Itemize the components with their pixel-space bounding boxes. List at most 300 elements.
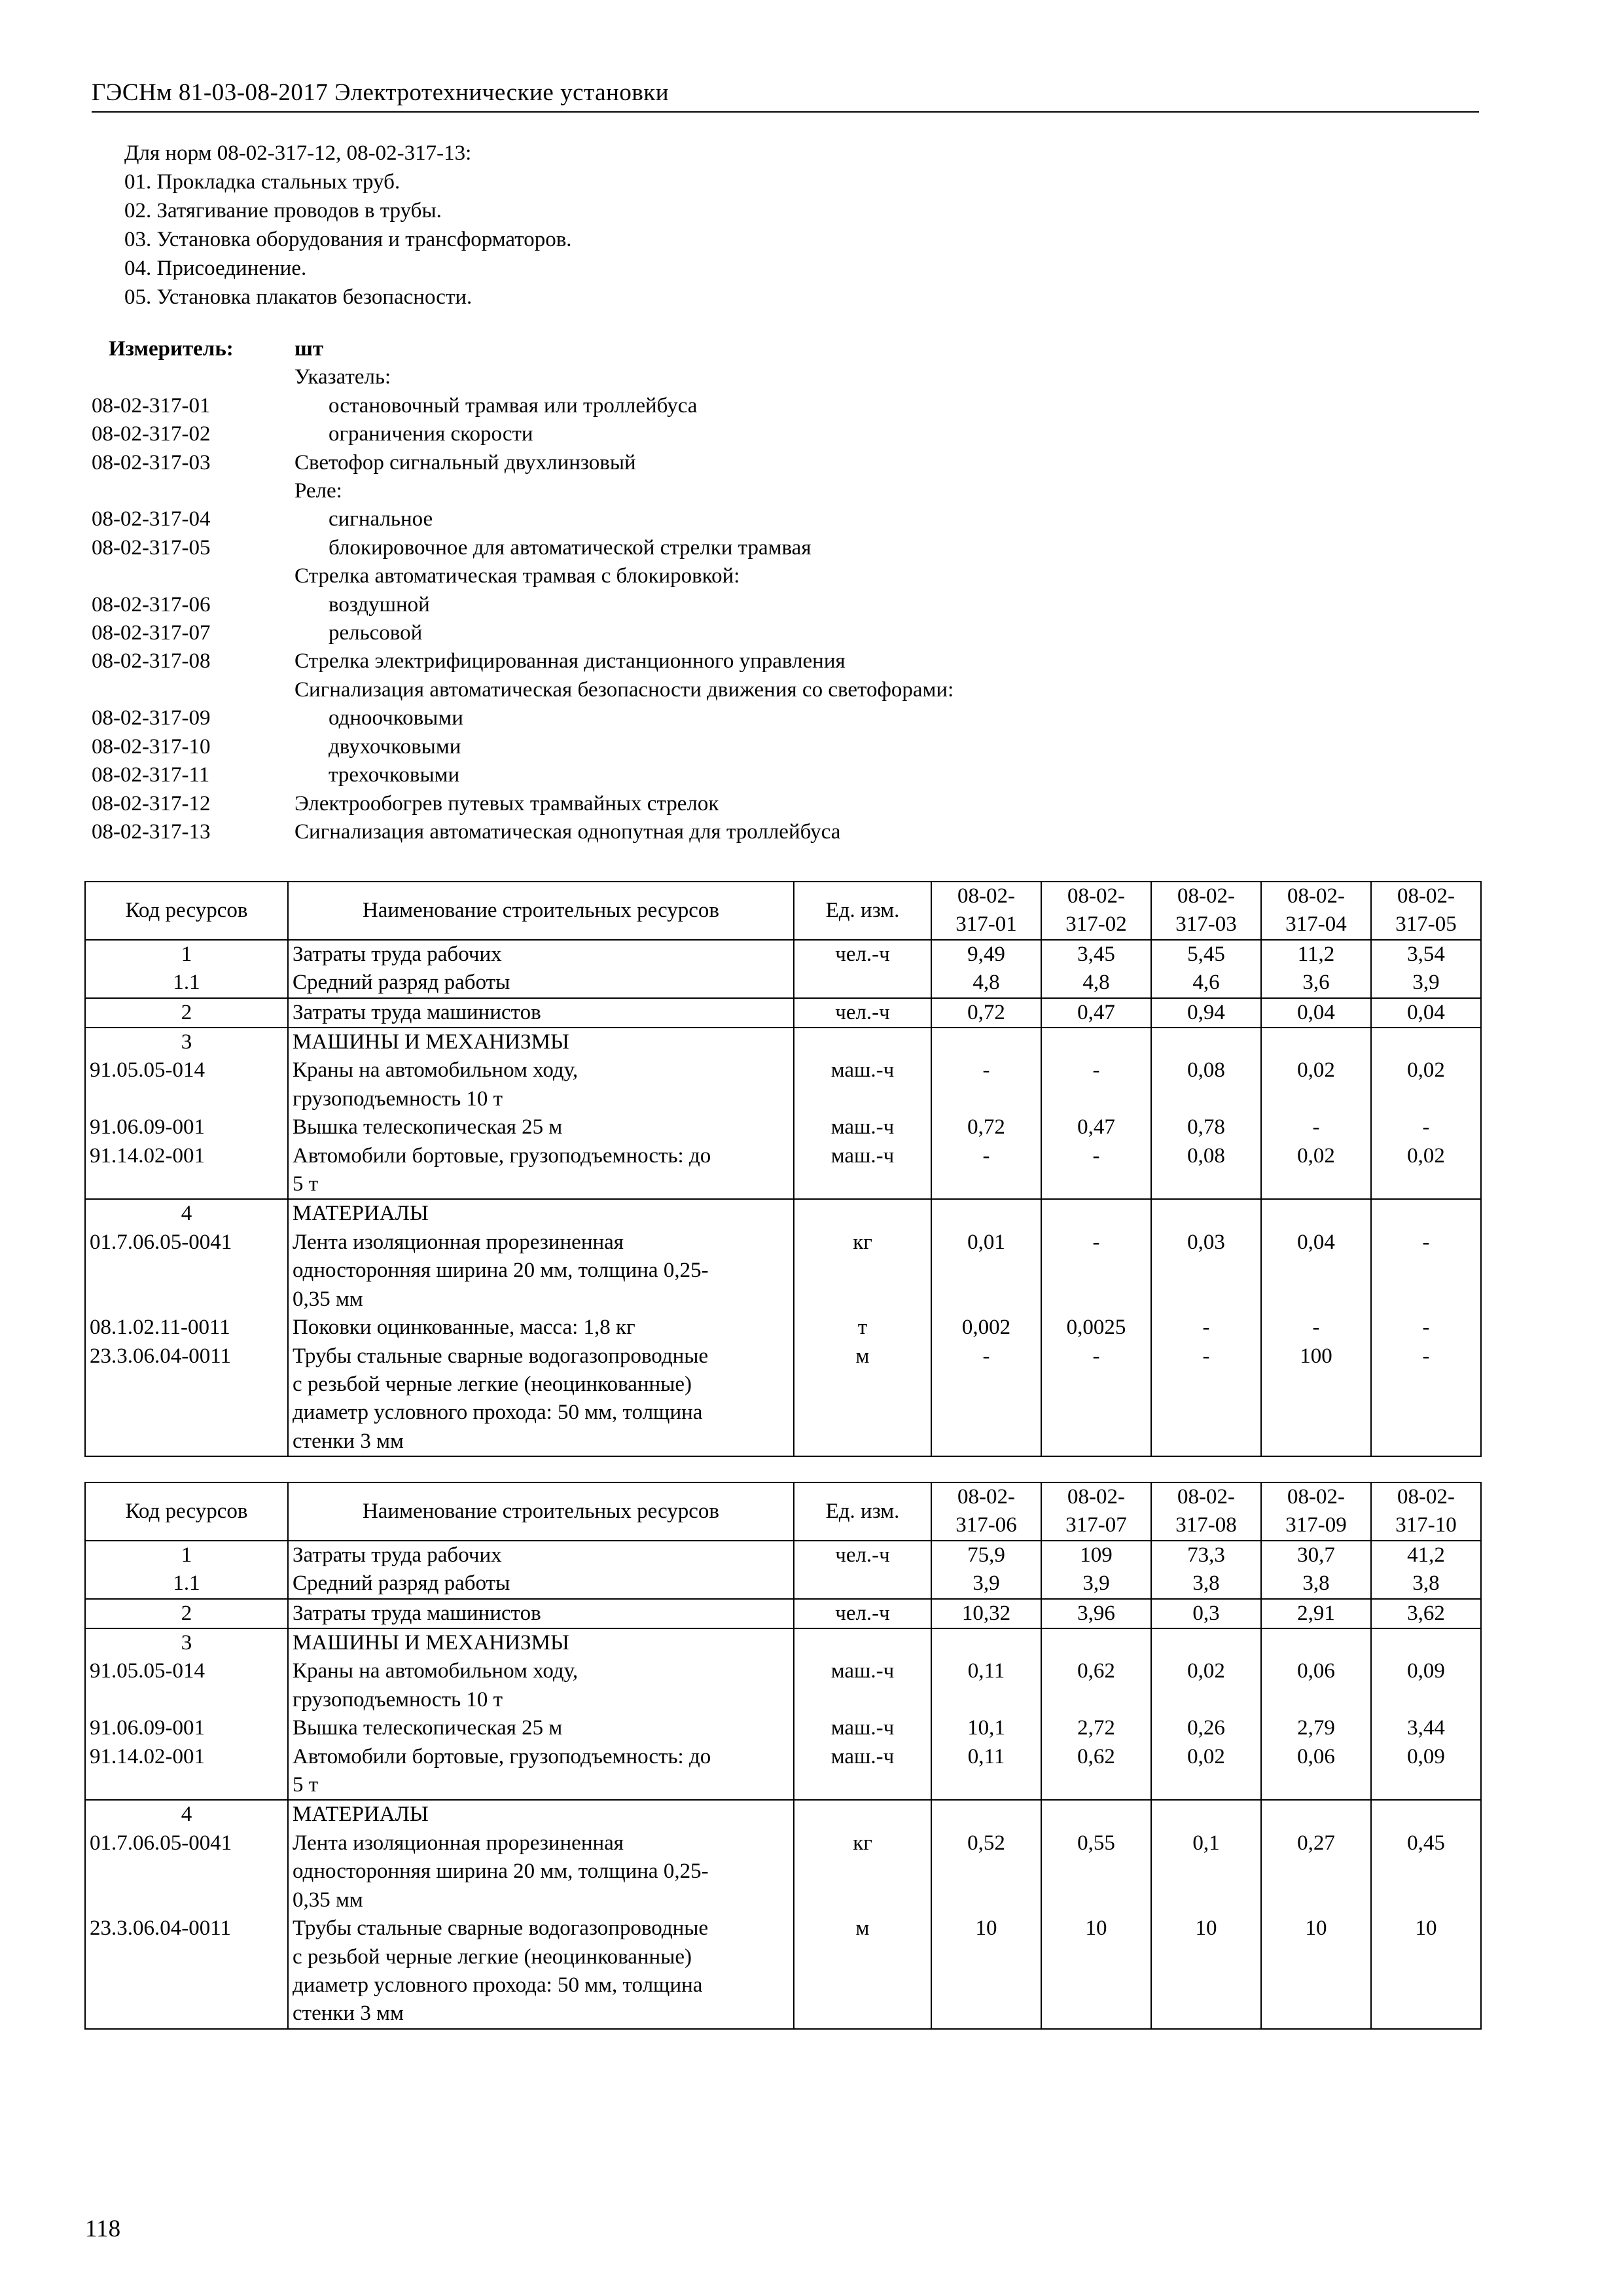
resource-code: 91.06.09-001 xyxy=(85,1714,288,1742)
resource-value: - xyxy=(931,1142,1041,1200)
resource-value xyxy=(1261,1628,1371,1657)
resource-unit: маш.-ч xyxy=(794,1657,931,1714)
resource-value: 0,3 xyxy=(1151,1599,1261,1628)
norm-code: 08-02-317-10 xyxy=(92,734,211,759)
resource-code: 1.1 xyxy=(85,969,288,997)
norm-item xyxy=(92,790,1479,818)
resource-unit: м xyxy=(794,1342,931,1457)
resource-name-line: Краны на автомобильном ходу, xyxy=(293,1659,579,1683)
header-norm-column xyxy=(1041,1482,1151,1541)
table-header xyxy=(85,882,1481,940)
resource-name-line: МАШИНЫ И МЕХАНИЗМЫ xyxy=(293,1631,569,1655)
resource-value: 0,52 xyxy=(931,1829,1041,1914)
resource-value: 10 xyxy=(1041,1914,1151,2029)
resource-value: 0,04 xyxy=(1371,998,1481,1028)
norm-description: трехочковыми xyxy=(329,763,460,787)
norm-code: 08-02-317-01 xyxy=(92,393,211,418)
resource-value xyxy=(931,1628,1041,1657)
resource-row xyxy=(85,1142,1481,1200)
resource-value: 0,55 xyxy=(1041,1829,1151,1914)
resource-row xyxy=(85,1229,1481,1314)
resource-row xyxy=(85,1314,1481,1342)
resource-name xyxy=(288,969,794,997)
resource-value: 0,02 xyxy=(1151,1743,1261,1801)
resource-row xyxy=(85,940,1481,969)
norm-description: ограничения скорости xyxy=(329,422,533,446)
norm-code xyxy=(92,562,294,590)
norm-item xyxy=(92,562,1479,590)
resource-unit: т xyxy=(794,1314,931,1342)
resource-value: 41,2 xyxy=(1371,1541,1481,1570)
resource-value xyxy=(931,1028,1041,1056)
resource-value: 0,47 xyxy=(1041,998,1151,1028)
resource-value: 10 xyxy=(1151,1914,1261,2029)
header-norm-column xyxy=(1261,1482,1371,1541)
resource-row xyxy=(85,1829,1481,1914)
header-norm-line: 317-08 xyxy=(1175,1513,1237,1537)
resource-name-line: стенки 3 мм xyxy=(293,2001,404,2026)
norm-item xyxy=(92,733,1479,761)
resource-code: 3 xyxy=(85,1028,288,1056)
resource-value: - xyxy=(931,1342,1041,1457)
norm-item xyxy=(92,420,1479,448)
resource-value: 75,9 xyxy=(931,1541,1041,1570)
resource-code: 2 xyxy=(85,998,288,1028)
header-norm-line: 08-02- xyxy=(1177,884,1235,908)
table-header xyxy=(85,1482,1481,1541)
norm-description: Сигнализация автоматическая однопутная для троллейбуса xyxy=(294,819,841,844)
norm-description: воздушной xyxy=(329,592,430,617)
resource-value xyxy=(1261,1800,1371,1829)
resource-unit: маш.-ч xyxy=(794,1142,931,1200)
resource-code: 91.06.09-001 xyxy=(85,1113,288,1141)
resource-value xyxy=(1041,1028,1151,1056)
resource-value xyxy=(1261,1028,1371,1056)
resource-value: 109 xyxy=(1041,1541,1151,1570)
resource-row xyxy=(85,1056,1481,1113)
resource-value: - xyxy=(1371,1229,1481,1314)
resource-row xyxy=(85,1628,1481,1657)
norm-code: 08-02-317-13 xyxy=(92,819,211,844)
resource-code: 91.05.05-014 xyxy=(85,1056,288,1113)
resource-unit: маш.-ч xyxy=(794,1743,931,1801)
resource-row xyxy=(85,1714,1481,1742)
resource-name xyxy=(288,1142,794,1200)
resource-unit: кг xyxy=(794,1229,931,1314)
header-unit: Ед. изм. xyxy=(794,1482,931,1541)
resource-name-line: односторонняя ширина 20 мм, толщина 0,25- xyxy=(293,1259,709,1283)
resource-value: 0,62 xyxy=(1041,1743,1151,1801)
intro-line: Для норм 08-02-317-12, 08-02-317-13: xyxy=(124,141,472,165)
resource-value: 0,03 xyxy=(1151,1229,1261,1314)
norm-item xyxy=(92,534,1479,562)
resource-value: 0,02 xyxy=(1371,1142,1481,1200)
resource-name-line: диаметр условного прохода: 50 мм, толщина xyxy=(293,1973,703,1997)
resource-value: 3,62 xyxy=(1371,1599,1481,1628)
norm-code: 08-02-317-11 xyxy=(92,763,210,787)
norm-list xyxy=(92,335,1479,846)
norm-description: Сигнализация автоматическая безопасности движения со светофорами: xyxy=(294,677,954,702)
resource-value: 0,01 xyxy=(931,1229,1041,1314)
resource-name-line: 5 т xyxy=(293,1773,319,1797)
page-number: 118 xyxy=(85,2215,121,2242)
resource-name xyxy=(288,940,794,969)
resource-row xyxy=(85,1342,1481,1457)
resource-unit: чел.-ч xyxy=(794,998,931,1028)
resource-value: 0,1 xyxy=(1151,1829,1261,1914)
resource-value: 0,78 xyxy=(1151,1113,1261,1141)
resource-name xyxy=(288,1800,794,1829)
resource-value: 0,0025 xyxy=(1041,1314,1151,1342)
header-norm-column xyxy=(1371,1482,1481,1541)
resource-name-line: Краны на автомобильном ходу, xyxy=(293,1058,579,1083)
norm-code: 08-02-317-12 xyxy=(92,791,211,816)
resource-name xyxy=(288,1829,794,1914)
resource-value: 11,2 xyxy=(1261,940,1371,969)
header-norm-line: 317-02 xyxy=(1065,912,1127,937)
resource-row xyxy=(85,1541,1481,1570)
header-norm-line: 317-10 xyxy=(1395,1513,1457,1537)
resource-value: 0,04 xyxy=(1261,1229,1371,1314)
header-norm-line: 317-07 xyxy=(1065,1513,1127,1537)
resource-value: - xyxy=(1041,1142,1151,1200)
resource-value: 3,8 xyxy=(1371,1570,1481,1598)
resource-name xyxy=(288,1570,794,1598)
resource-unit: маш.-ч xyxy=(794,1113,931,1141)
resource-code: 91.05.05-014 xyxy=(85,1657,288,1714)
norm-code: 08-02-317-02 xyxy=(92,422,211,446)
resource-value: 4,6 xyxy=(1151,969,1261,997)
resource-value: 100 xyxy=(1261,1342,1371,1457)
resource-unit: кг xyxy=(794,1829,931,1914)
resource-value: 0,72 xyxy=(931,1113,1041,1141)
resource-value: 9,49 xyxy=(931,940,1041,969)
resource-name-line: Затраты труда машинистов xyxy=(293,1601,541,1625)
resource-value: 3,45 xyxy=(1041,940,1151,969)
header-norm-line: 317-04 xyxy=(1285,912,1347,937)
resource-value: 3,44 xyxy=(1371,1714,1481,1742)
resource-name-line: стенки 3 мм xyxy=(293,1429,404,1453)
resource-value: 3,9 xyxy=(1371,969,1481,997)
resource-value xyxy=(1151,1199,1261,1228)
norm-item xyxy=(92,363,1479,391)
resource-value: - xyxy=(1041,1229,1151,1314)
norm-code: 08-02-317-07 xyxy=(92,621,211,645)
norm-code: 08-02-317-03 xyxy=(92,450,211,475)
resource-value: - xyxy=(1041,1056,1151,1113)
header-row xyxy=(85,1482,1481,1541)
resource-name xyxy=(288,998,794,1028)
resource-name xyxy=(288,1229,794,1314)
resource-row xyxy=(85,1199,1481,1228)
header-norm-line: 08-02- xyxy=(957,1485,1015,1509)
resource-value: 0,11 xyxy=(931,1743,1041,1801)
resource-value: 0,08 xyxy=(1151,1142,1261,1200)
header-name: Наименование строительных ресурсов xyxy=(288,882,794,940)
norm-code: 08-02-317-06 xyxy=(92,592,211,617)
resource-name xyxy=(288,1599,794,1628)
resource-unit: м xyxy=(794,1914,931,2029)
resource-value: - xyxy=(1261,1113,1371,1141)
norm-item xyxy=(92,818,1479,846)
header-norm-column xyxy=(931,1482,1041,1541)
header-norm-column xyxy=(1371,882,1481,940)
resource-name-line: Лента изоляционная прорезиненная xyxy=(293,1831,624,1855)
resource-value xyxy=(1151,1800,1261,1829)
resource-value: 10 xyxy=(1371,1914,1481,2029)
resource-row xyxy=(85,998,1481,1028)
norm-item xyxy=(92,761,1479,789)
header-norm-column xyxy=(1151,882,1261,940)
header-norm-column xyxy=(1151,1482,1261,1541)
resource-value: 0,02 xyxy=(1371,1056,1481,1113)
resource-value: 10 xyxy=(1261,1914,1371,2029)
resource-code: 01.7.06.05-0041 xyxy=(85,1229,288,1314)
norm-description: Указатель: xyxy=(294,365,391,389)
resource-value: - xyxy=(1261,1314,1371,1342)
resource-value xyxy=(1041,1800,1151,1829)
norm-code xyxy=(92,676,294,704)
norm-item xyxy=(92,591,1479,619)
resource-value: 0,62 xyxy=(1041,1657,1151,1714)
resource-name-line: МАТЕРИАЛЫ xyxy=(293,1202,429,1226)
resource-value xyxy=(1041,1199,1151,1228)
resource-value: 0,06 xyxy=(1261,1657,1371,1714)
header-norm-column xyxy=(931,882,1041,940)
resource-value: 0,72 xyxy=(931,998,1041,1028)
header-norm-line: 317-03 xyxy=(1175,912,1237,937)
resource-row xyxy=(85,1657,1481,1714)
resource-code: 1.1 xyxy=(85,1570,288,1598)
norm-code xyxy=(92,477,294,505)
norm-item xyxy=(92,392,1479,420)
norm-description: Стрелка автоматическая трамвая с блокировкой: xyxy=(294,564,740,588)
resource-value: 0,02 xyxy=(1151,1657,1261,1714)
resource-code: 2 xyxy=(85,1599,288,1628)
resource-code: 1 xyxy=(85,940,288,969)
header-norm-line: 08-02- xyxy=(957,884,1015,908)
intro-block xyxy=(124,139,572,312)
resource-name xyxy=(288,1914,794,2029)
resource-row xyxy=(85,1570,1481,1598)
resource-value xyxy=(1371,1628,1481,1657)
resource-value: 0,09 xyxy=(1371,1657,1481,1714)
resource-row xyxy=(85,1800,1481,1829)
resource-value: - xyxy=(1041,1342,1151,1457)
resource-code: 08.1.02.11-0011 xyxy=(85,1314,288,1342)
resource-value: 0,45 xyxy=(1371,1829,1481,1914)
resource-row xyxy=(85,1914,1481,2029)
resource-value xyxy=(1371,1800,1481,1829)
resource-value: 0,04 xyxy=(1261,998,1371,1028)
resource-code: 4 xyxy=(85,1800,288,1829)
resource-name xyxy=(288,1113,794,1141)
resource-code: 3 xyxy=(85,1628,288,1657)
resource-value: 3,54 xyxy=(1371,940,1481,969)
resource-name-line: Затраты труда рабочих xyxy=(293,942,502,966)
resource-value xyxy=(1371,1199,1481,1228)
resource-name-line: 0,35 мм xyxy=(293,1287,363,1311)
resource-value: 0,09 xyxy=(1371,1743,1481,1801)
header-row xyxy=(85,882,1481,940)
header-unit: Ед. изм. xyxy=(794,882,931,940)
resource-name-line: Трубы стальные сварные водогазопроводные xyxy=(293,1916,709,1941)
resource-value: 0,94 xyxy=(1151,998,1261,1028)
resource-value: 0,11 xyxy=(931,1657,1041,1714)
resource-value: 0,47 xyxy=(1041,1113,1151,1141)
resource-name-line: односторонняя ширина 20 мм, толщина 0,25- xyxy=(293,1859,709,1884)
table-body xyxy=(85,1541,1481,2029)
resource-table-1 xyxy=(84,881,1482,1457)
resource-name-line: Средний разряд работы xyxy=(293,1571,510,1596)
norm-item xyxy=(92,704,1479,732)
resource-name xyxy=(288,1541,794,1570)
norm-description: рельсовой xyxy=(329,621,423,645)
resource-value: 5,45 xyxy=(1151,940,1261,969)
resource-code: 23.3.06.04-0011 xyxy=(85,1342,288,1457)
norm-code: 08-02-317-05 xyxy=(92,535,211,560)
norm-item xyxy=(92,449,1479,477)
resource-code: 23.3.06.04-0011 xyxy=(85,1914,288,2029)
resource-name xyxy=(288,1314,794,1342)
norm-description: Светофор сигнальный двухлинзовый xyxy=(294,450,636,475)
norm-item xyxy=(92,505,1479,533)
intro-line: 04. Присоединение. xyxy=(124,257,307,280)
norm-description: одноочковыми xyxy=(329,706,463,730)
resource-value: 0,02 xyxy=(1261,1142,1371,1200)
intro-line: 03. Установка оборудования и трансформаторов. xyxy=(124,228,572,251)
resource-unit xyxy=(794,1570,931,1598)
measure-value: шт xyxy=(294,337,324,361)
resource-value xyxy=(1041,1628,1151,1657)
norm-description: Реле: xyxy=(294,479,342,503)
resource-value: 30,7 xyxy=(1261,1541,1371,1570)
header-norm-line: 317-01 xyxy=(955,912,1017,937)
resource-value: - xyxy=(1371,1314,1481,1342)
resource-value: - xyxy=(931,1056,1041,1113)
header-code: Код ресурсов xyxy=(85,1482,288,1541)
resource-row xyxy=(85,1743,1481,1801)
resource-value: 0,06 xyxy=(1261,1743,1371,1801)
resource-value: 3,9 xyxy=(931,1570,1041,1598)
resource-code: 4 xyxy=(85,1199,288,1228)
header-norm-column xyxy=(1041,882,1151,940)
resource-name xyxy=(288,1628,794,1657)
intro-line: 05. Установка плакатов безопасности. xyxy=(124,285,473,309)
resource-value xyxy=(931,1800,1041,1829)
norm-code xyxy=(92,363,294,391)
norm-description: двухочковыми xyxy=(329,734,461,759)
resource-value xyxy=(1151,1028,1261,1056)
resource-value: 4,8 xyxy=(1041,969,1151,997)
norm-item xyxy=(92,676,1479,704)
resource-value: 0,002 xyxy=(931,1314,1041,1342)
resource-unit xyxy=(794,1800,931,1829)
resource-value: - xyxy=(1151,1342,1261,1457)
resource-name-line: Вышка телескопическая 25 м xyxy=(293,1115,563,1139)
norm-code: 08-02-317-09 xyxy=(92,706,211,730)
resource-row xyxy=(85,1113,1481,1141)
resource-name-line: 0,35 мм xyxy=(293,1888,363,1912)
resource-value: 0,26 xyxy=(1151,1714,1261,1742)
resource-value: 2,91 xyxy=(1261,1599,1371,1628)
resource-value: 0,08 xyxy=(1151,1056,1261,1113)
header-code: Код ресурсов xyxy=(85,882,288,940)
resource-unit xyxy=(794,1628,931,1657)
resource-name-line: Трубы стальные сварные водогазопроводные xyxy=(293,1344,709,1368)
resource-name-line: Лента изоляционная прорезиненная xyxy=(293,1230,624,1254)
resource-code: 1 xyxy=(85,1541,288,1570)
header-norm-line: 317-09 xyxy=(1285,1513,1347,1537)
header-norm-line: 08-02- xyxy=(1067,1485,1125,1509)
norm-code: 08-02-317-04 xyxy=(92,507,211,531)
resource-name-line: Средний разряд работы xyxy=(293,971,510,995)
resource-name-line: МАТЕРИАЛЫ xyxy=(293,1803,429,1827)
resource-name xyxy=(288,1056,794,1113)
resource-value: 3,8 xyxy=(1261,1570,1371,1598)
resource-name-line: Автомобили бортовые, грузоподъемность: до xyxy=(293,1143,711,1168)
resource-name-line: МАШИНЫ И МЕХАНИЗМЫ xyxy=(293,1030,569,1054)
intro-line: 02. Затягивание проводов в трубы. xyxy=(124,199,442,223)
resource-value: 0,02 xyxy=(1261,1056,1371,1113)
measure-label: Измеритель: xyxy=(109,337,234,361)
resource-unit: чел.-ч xyxy=(794,1541,931,1570)
norm-code: 08-02-317-08 xyxy=(92,649,211,673)
resource-value: 10,32 xyxy=(931,1599,1041,1628)
resource-unit xyxy=(794,969,931,997)
resource-unit: чел.-ч xyxy=(794,940,931,969)
resource-value xyxy=(1371,1028,1481,1056)
header-norm-line: 08-02- xyxy=(1287,884,1345,908)
resource-value: 2,72 xyxy=(1041,1714,1151,1742)
header-norm-line: 08-02- xyxy=(1067,884,1125,908)
resource-row xyxy=(85,1028,1481,1056)
resource-name-line: Затраты труда машинистов xyxy=(293,1000,541,1024)
resource-unit: маш.-ч xyxy=(794,1714,931,1742)
resource-value: 4,8 xyxy=(931,969,1041,997)
header-norm-line: 08-02- xyxy=(1397,1485,1455,1509)
resource-unit xyxy=(794,1199,931,1228)
resource-name xyxy=(288,1743,794,1801)
resource-code: 91.14.02-001 xyxy=(85,1142,288,1200)
resource-name-line: 5 т xyxy=(293,1172,319,1196)
resource-table-2 xyxy=(84,1482,1482,2030)
resource-name-line: диаметр условного прохода: 50 мм, толщина xyxy=(293,1401,703,1425)
resource-name-line: Вышка телескопическая 25 м xyxy=(293,1716,563,1740)
resource-row xyxy=(85,969,1481,997)
resource-unit: маш.-ч xyxy=(794,1056,931,1113)
header-norm-line: 317-06 xyxy=(955,1513,1017,1537)
header-name: Наименование строительных ресурсов xyxy=(288,1482,794,1541)
resource-row xyxy=(85,1599,1481,1628)
resource-name-line: Затраты труда рабочих xyxy=(293,1543,502,1567)
resource-value: 2,79 xyxy=(1261,1714,1371,1742)
resource-value: 3,6 xyxy=(1261,969,1371,997)
resource-unit: чел.-ч xyxy=(794,1599,931,1628)
resource-name xyxy=(288,1342,794,1457)
resource-value xyxy=(931,1199,1041,1228)
header-norm-line: 317-05 xyxy=(1395,912,1457,937)
resource-name-line: грузоподъемность 10 т xyxy=(293,1086,503,1111)
resource-value xyxy=(1151,1628,1261,1657)
norm-item xyxy=(92,477,1479,505)
resource-code: 91.14.02-001 xyxy=(85,1743,288,1801)
resource-value: 10,1 xyxy=(931,1714,1041,1742)
header-norm-line: 08-02- xyxy=(1287,1485,1345,1509)
resource-name-line: с резьбой черные легкие (неоцинкованные) xyxy=(293,1945,692,1969)
resource-value xyxy=(1261,1199,1371,1228)
norm-description: сигнальное xyxy=(329,507,433,531)
